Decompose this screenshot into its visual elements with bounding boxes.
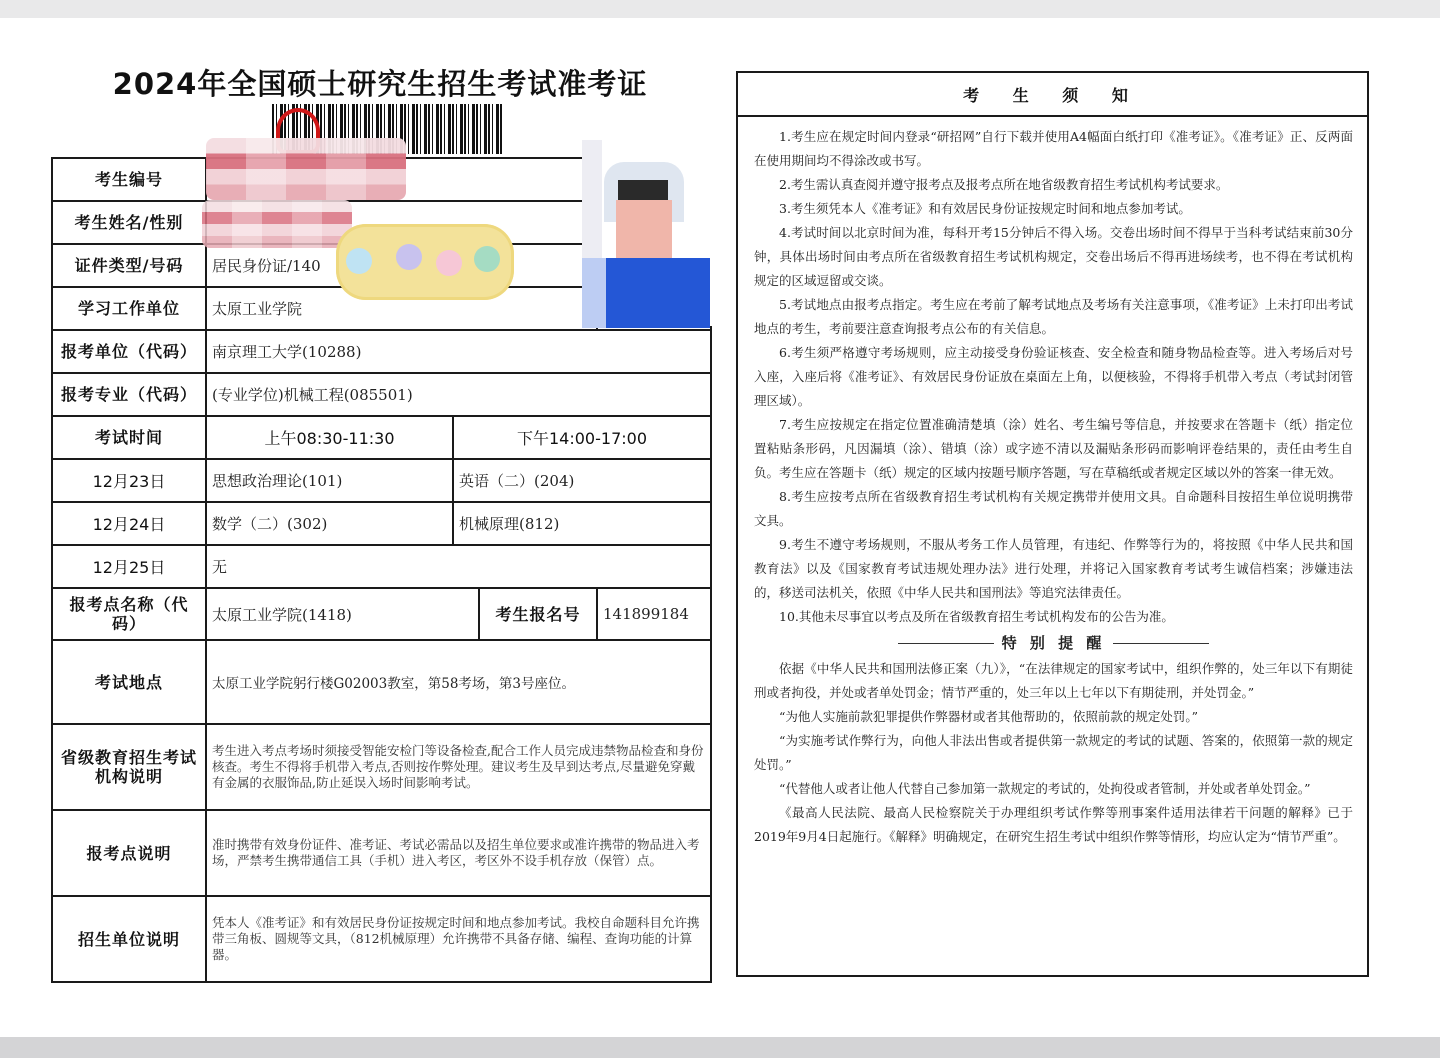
label-id-type-no: 证件类型/号码: [52, 244, 206, 287]
special-para: “代替他人或者让他人代替自己参加第一款规定的考试的，处拘役或者管制，并处或者单处罚金。”: [779, 781, 1311, 796]
site-note-text: 准时携带有效身份证件、准考证、考试必需品以及招生单位要求或准许携带的物品进入考场，严禁考生携带通信工具（手机）进入考区，考区外不设手机存放（保管）点。: [206, 810, 711, 896]
afternoon-session: 下午14:00-17:00: [453, 416, 711, 459]
label-exam-time: 考试时间: [52, 416, 206, 459]
special-reminder-heading: [754, 629, 1353, 657]
notice-item: 1.考生应在规定时间内登录“研招网”自行下载并使用A4幅面白纸打印《准考证》。《准考证》正、反两面在使用期间均不得涂改或书写。: [754, 129, 1353, 168]
location-value: 太原工业学院躬行楼G02003教室，第58考场，第3号座位。: [206, 640, 711, 724]
privacy-mosaic: [202, 200, 352, 248]
label-site-note: 报考点说明: [52, 810, 206, 896]
notice-item: 5.考试地点由报考点指定。考生应在考前了解考试地点及考场有关注意事项，《准考证》上未打印出考试地点的考生，考前要注意查询报考点公布的有关信息。: [754, 297, 1353, 336]
special-para: “为他人实施前款犯罪提供作弊器材或者其他帮助的，依照前款的规定处罚。”: [779, 709, 1199, 724]
privacy-mosaic: [206, 138, 406, 200]
notice-item: 6.考生须严格遵守考场规则，应主动接受身份验证核查、安全检查和随身物品检查等。进入考场后对号入座，入座后将《准考证》、有效居民身份证放在桌面左上角，以便核验，不得将手机带入考点（考试封闭管理区域）。: [754, 345, 1353, 408]
cartoon-sticker: [336, 224, 514, 300]
schedule-date: 12月24日: [52, 502, 206, 545]
label-location: 考试地点: [52, 640, 206, 724]
apply-major-value: (专业学位)机械工程(085501): [206, 373, 711, 416]
notice-item: 8.考生应按考点所在省级教育招生考试机构有关规定携带并使用文具。自命题科目按招生单位说明携带文具。: [754, 489, 1353, 528]
morning-session: 上午08:30-11:30: [206, 416, 453, 459]
sticker-blob: [346, 248, 372, 274]
label-apply-major: 报考专业（代码）: [52, 373, 206, 416]
sticker-blob: [436, 250, 462, 276]
province-note-text: 考生进入考点考场时须接受智能安检门等设备检查,配合工作人员完成违禁物品检查和身份核查。考生不得将手机带入考点,否则按作弊处理。建议考生及早到达考点,尽量避免穿戴有金属的衣服饰品,防止延误入场时间影响考试。: [206, 724, 711, 810]
label-site-name: 报考点名称（代码）: [52, 588, 206, 640]
screen-bottom-band: [0, 1037, 1440, 1058]
ticket-title: 2024年全国硕士研究生招生考试准考证: [112, 67, 648, 101]
label-reg-no: 考生报名号: [479, 588, 597, 640]
notice-title: 考 生 须 知: [738, 73, 1367, 117]
label-province-note: 省级教育招生考试机构说明: [52, 724, 206, 810]
label-apply-unit: 报考单位（代码）: [52, 330, 206, 373]
notice-item: 3.考生须凭本人《准考证》和有效居民身份证按规定时间和地点参加考试。: [779, 201, 1191, 216]
reg-no-value: 141899184: [597, 588, 711, 640]
notice-panel: [736, 71, 1369, 977]
notice-item: 4.考试时间以北京时间为准，每科开考15分钟后不得入场。交卷出场时间不得早于当科考试结束前30分钟，具体出场时间由考点所在省级教育招生考试机构规定，交卷出场后不得再进场续考，也不得在考试机构规定的区域逗留或交谈。: [754, 225, 1353, 288]
label-candidate-no: 考生编号: [52, 158, 206, 201]
candidate-photo: [582, 140, 716, 326]
notice-item: 2.考生需认真查阅并遵守报考点及报考点所在地省级教育招生考试机构考试要求。: [779, 177, 1229, 192]
schedule-date: 12月25日: [52, 545, 206, 588]
divider-line: [898, 643, 994, 644]
schedule-am-subject: 思想政治理论(101): [206, 459, 453, 502]
special-para: “为实施考试作弊行为，向他人非法出售或者提供第一款规定的考试的试题、答案的，依照第一款的规定处罚。”: [754, 733, 1353, 772]
id-value: 居民身份证/140: [206, 244, 597, 287]
special-title: 特 别 提 醒: [1001, 634, 1106, 652]
schedule-pm-subject: 机械原理(812): [453, 502, 711, 545]
schedule-am-subject: 无: [206, 545, 711, 588]
divider-line: [1113, 643, 1209, 644]
sticker-blob: [474, 246, 500, 272]
special-para: 《最高人民法院、最高人民检察院关于办理组织考试作弊等刑事案件适用法律若干问题的解释》已于2019年9月4日起施行。《解释》明确规定，在研究生招生考试中组织作弊等情形，均应认定为“情节严重”。: [754, 805, 1353, 844]
school-note-text: 凭本人《准考证》和有效居民身份证按规定时间和地点参加考试。我校自命题科目允许携带三角板、圆规等文具，（812机械原理）允许携带不具备存储、编程、查询功能的计算器。: [206, 896, 711, 982]
special-para: 依据《中华人民共和国刑法修正案（九）》，“在法律规定的国家考试中，组织作弊的，处三年以下有期徒刑或者拘役，并处或者单处罚金；情节严重的，处三年以上七年以下有期徒刑，并处罚金。”: [754, 661, 1353, 700]
notice-item: 10.其他未尽事宜以考点及所在省级教育招生考试机构发布的公告为准。: [779, 609, 1174, 624]
apply-unit-value: 南京理工大学(10288): [206, 330, 711, 373]
notice-item: 7.考生应按规定在指定位置准确清楚填（涂）姓名、考生编号等信息，并按要求在答题卡（纸）指定位置粘贴条形码，凡因漏填（涂）、错填（涂）或字迹不清以及漏贴条形码而影响评卷结果的，责任由考生自负。考生应在答题卡（纸）规定的区域内按题号顺序答题，写在草稿纸或者规定区域以外的答案一律无效。: [754, 417, 1353, 480]
screen-top-band: [0, 0, 1440, 18]
label-school-note: 招生单位说明: [52, 896, 206, 982]
notice-body: [738, 117, 1367, 849]
label-work-unit: 学习工作单位: [52, 287, 206, 330]
schedule-date: 12月23日: [52, 459, 206, 502]
schedule-am-subject: 数学（二）(302): [206, 502, 453, 545]
work-unit-value: 太原工业学院: [206, 287, 597, 330]
site-name-value: 太原工业学院(1418): [206, 588, 479, 640]
notice-item: 9.考生不遵守考场规则，不服从考务工作人员管理，有违纪、作弊等行为的，将按照《中华人民共和国教育法》以及《国家教育考试违规处理办法》进行处理，并将记入国家教育考试考生诚信档案；涉嫌违法的，移送司法机关，依照《中华人民共和国刑法》等追究法律责任。: [754, 537, 1353, 600]
schedule-pm-subject: 英语（二）(204): [453, 459, 711, 502]
sticker-blob: [396, 244, 422, 270]
label-name-gender: 考生姓名/性别: [52, 201, 206, 244]
